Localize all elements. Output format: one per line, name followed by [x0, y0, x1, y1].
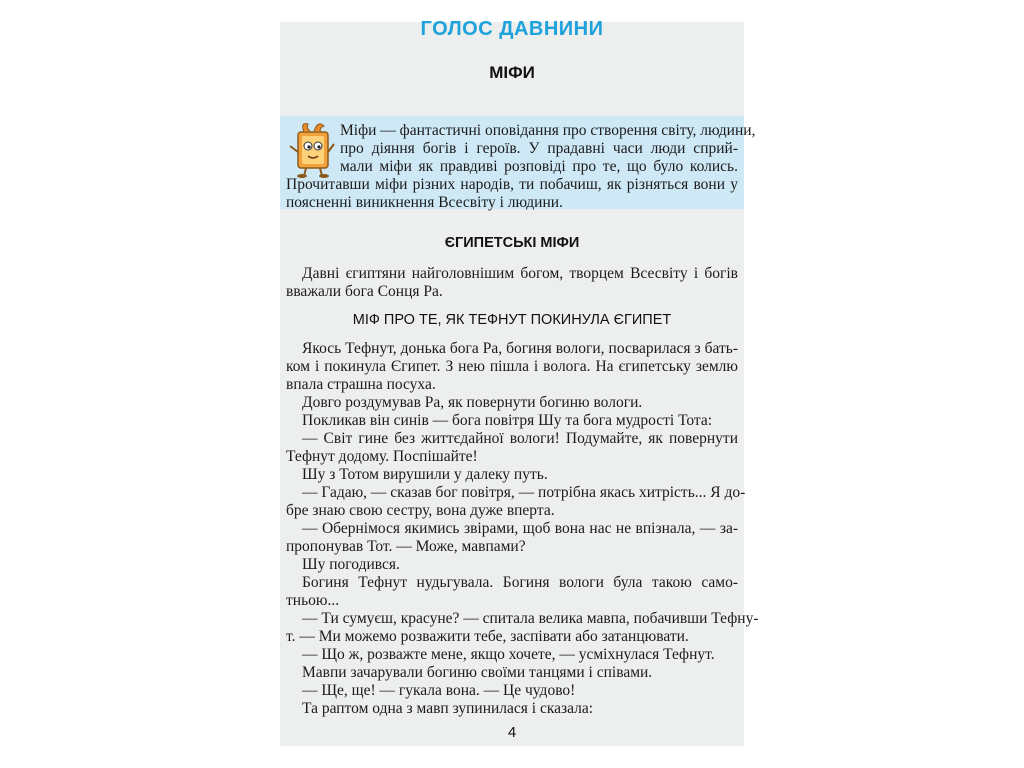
story-line: — Ще, ще! — гукала вона. — Це чудово! — [302, 682, 576, 699]
story-line: Довго роздумував Ра, як повернути богиню вологи. — [302, 394, 643, 411]
intro-line: Міфи — фантастичні оповідання про створення світу, людини, — [340, 122, 756, 139]
story-line: Шу з Тотом вирушили у далеку путь. — [302, 466, 548, 483]
intro-line: поясненні виникнення Всесвіту і людини. — [286, 194, 563, 211]
story-line: ком і покинула Єгипет. З нею пішла і волога. На єгипетську землю — [286, 358, 738, 375]
story-line: Шу погодився. — [302, 556, 400, 573]
intro-box — [280, 116, 756, 211]
story-line: Тефнут додому. Поспішайте! — [286, 448, 478, 465]
paragraph-line: вважали бога Сонця Ра. — [286, 283, 443, 300]
intro-line: про діяння богів і героїв. У прадавні часи люди сприй- — [340, 140, 738, 157]
myths-title: МІФИ — [489, 63, 535, 82]
story-line: бре знаю свою сестру, вона дуже вперта. — [286, 502, 555, 519]
story-line: — Світ гине без життєдайної вологи! Подумайте, як повернути — [302, 430, 738, 447]
story-line: т. — Ми можемо розважити тебе, заспівати або затанцювати. — [286, 628, 689, 645]
story-line: Якось Тефнут, донька бога Ра, богиня вологи, посварилася з бать- — [302, 340, 738, 357]
story-title: МІФ ПРО ТЕ, ЯК ТЕФНУТ ПОКИНУЛА ЄГИПЕТ — [352, 312, 672, 328]
story-line: пропонував Тот. — Може, мавпами? — [286, 538, 526, 555]
story-line: Покликав він синів — бога повітря Шу та бога мудрості Тота: — [302, 412, 713, 429]
story-line: Та раптом одна з мавп зупинилася і сказала: — [302, 700, 594, 717]
story-line: — Гадаю, — сказав бог повітря, — потрібна якась хитрість... Я до- — [302, 484, 746, 501]
story-line: Богиня Тефнут нудьгувала. Богиня вологи була такою само- — [302, 574, 738, 591]
section-header: ГОЛОС ДАВНИНИ — [420, 18, 604, 40]
story-line: впала страшна посуха. — [286, 376, 436, 393]
book-page — [280, 18, 759, 746]
story-line: Мавпи зачарували богиню своїми танцями і співами. — [302, 664, 653, 681]
story-line: тньою... — [286, 592, 340, 609]
book-mascot-icon — [284, 118, 338, 178]
paragraph-line: Давні єгиптяни найголовнішим богом, творцем Всесвіту і богів — [302, 265, 738, 282]
intro-line: мали міфи як правдиві розповіді про те, що було колись. — [340, 158, 738, 175]
intro-line: Прочитавши міфи різних народів, ти побачиш, як різняться вони у — [286, 176, 738, 193]
page-number: 4 — [507, 724, 517, 741]
story-line: — Що ж, розважте мене, якщо хочете, — усміхнулася Тефнут. — [302, 646, 715, 663]
egypt-myths-title: ЄГИПЕТСЬКІ МІФИ — [444, 235, 580, 251]
story-line: — Обернімося якимись звірами, щоб вона нас не впізнала, — за- — [302, 520, 738, 537]
story-line: — Ти сумуєш, красуне? — спитала велика мавпа, побачивши Тефну- — [302, 610, 759, 627]
